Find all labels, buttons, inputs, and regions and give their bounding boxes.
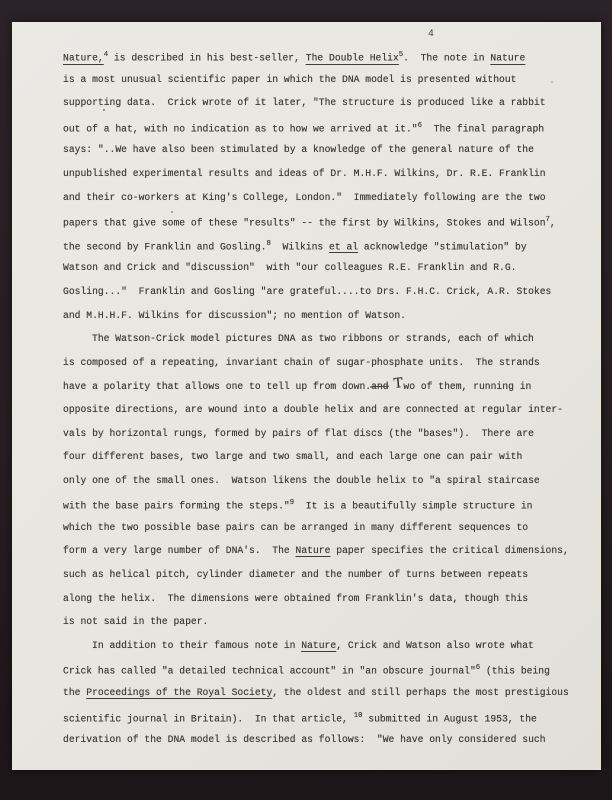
text-segment: is not said in the paper. bbox=[63, 616, 209, 628]
text-segment: is a most unusual scientific paper in which the DNA model is presented without bbox=[63, 73, 517, 85]
text-segment: et al bbox=[329, 241, 359, 253]
text-segment: form a very large number of DNA's. The bbox=[63, 545, 296, 557]
text-segment: unpublished experimental results and ideas of Dr. M.H.F. Wilkins, Dr. R.E. Franklin bbox=[63, 167, 546, 179]
text-segment: , Crick and Watson also wrote what bbox=[336, 639, 534, 651]
footnote-superscript: 9 bbox=[289, 499, 295, 508]
text-segment: and M.H.H.F. Wilkins for discussion"; no mention of Watson. bbox=[63, 309, 406, 321]
text-segment: The Double Helix bbox=[305, 52, 399, 64]
text-segment: have a polarity that allows one to tell up from down. bbox=[63, 381, 372, 393]
text-segment: the bbox=[63, 687, 87, 699]
text-segment: which the two possible base pairs can be arranged in many different sequences to bbox=[63, 521, 529, 533]
document-page bbox=[12, 22, 601, 770]
text-line bbox=[63, 374, 583, 398]
text-segment: is composed of a repeating, invariant chain of sugar-phosphate units. The strands bbox=[63, 356, 540, 368]
text-segment: scientific journal in Britain). In that article, bbox=[63, 713, 354, 725]
text-line bbox=[63, 351, 583, 375]
text-segment: supporting data. Crick wrote of it later, "The structure is produced like a rabbit bbox=[63, 97, 546, 109]
text-segment: only one of the small ones. Watson likens the double helix to "a spiral staircase bbox=[63, 474, 540, 486]
text-line bbox=[63, 256, 583, 280]
text-line bbox=[63, 657, 583, 681]
text-line bbox=[63, 587, 583, 611]
text-line bbox=[63, 209, 583, 233]
text-line bbox=[63, 516, 583, 540]
text-line bbox=[63, 68, 583, 92]
text-line bbox=[63, 162, 583, 186]
page-text bbox=[63, 44, 583, 752]
page-number: 4 bbox=[428, 28, 434, 39]
text-segment: along the helix. The dimensions were obtained from Franklin's data, though this bbox=[63, 592, 529, 604]
text-segment: acknowledge "stimulation" by bbox=[358, 241, 527, 253]
text-line bbox=[63, 469, 583, 493]
text-line bbox=[63, 728, 583, 752]
text-segment: wo of them, running in bbox=[403, 381, 532, 393]
text-line bbox=[63, 563, 583, 587]
handwritten-correction: T bbox=[393, 375, 404, 393]
text-segment: opposite directions, are wound into a double helix and are connected at regular inter- bbox=[63, 403, 563, 415]
footnote-superscript: 7 bbox=[545, 216, 550, 225]
text-segment: paper specifies the critical dimensions, bbox=[330, 545, 569, 557]
text-segment: four different bases, two large and two small, and each large one can pair with bbox=[63, 451, 523, 463]
text-segment: derivation of the DNA model is described as follows: "We have only considered such bbox=[63, 734, 546, 746]
text-line bbox=[63, 422, 583, 446]
text-segment: Gosling..." Franklin and Gosling "are grateful....to Drs. F.H.C. Crick, A.R. Stokes bbox=[63, 285, 552, 297]
text-segment: In addition to their famous note in bbox=[92, 639, 302, 651]
footnote-superscript: 8 bbox=[266, 239, 271, 248]
footnote-superscript: 5 bbox=[398, 51, 404, 59]
text-line bbox=[63, 280, 583, 304]
text-line bbox=[63, 304, 583, 328]
text-segment: submitted in August 1953, the bbox=[362, 713, 537, 725]
text-segment: The final paragraph bbox=[422, 123, 545, 135]
text-segment: is described in his best-seller, bbox=[108, 52, 306, 64]
text-segment: Proceedings of the Royal Society bbox=[86, 687, 273, 699]
text-line bbox=[63, 705, 583, 729]
text-segment: Nature bbox=[301, 639, 337, 651]
text-segment: and their co-workers at King's College, London." Immediately following are the two bbox=[63, 191, 546, 203]
struck-text: and bbox=[371, 381, 389, 393]
text-line bbox=[63, 610, 583, 634]
text-segment: (this being bbox=[480, 665, 550, 677]
text-segment: Wilkins bbox=[270, 241, 330, 253]
text-segment: papers that give some of these "results" -- the first by Wilkins, Stokes and Wilson bbox=[63, 217, 546, 229]
text-line bbox=[63, 115, 583, 139]
text-segment: Nature bbox=[295, 545, 331, 557]
text-segment: Nature, bbox=[63, 52, 104, 64]
text-segment: Watson and Crick and "discussion" with "our colleagues R.E. Franklin and R.G. bbox=[63, 262, 517, 274]
text-segment: Nature bbox=[490, 52, 526, 64]
text-line bbox=[63, 233, 583, 257]
footnote-superscript: 10 bbox=[353, 711, 363, 720]
text-segment: the second by Franklin and Gosling. bbox=[63, 241, 267, 253]
text-line bbox=[63, 91, 583, 115]
text-line bbox=[63, 327, 583, 351]
text-segment: , bbox=[549, 217, 556, 229]
text-line bbox=[63, 138, 583, 162]
text-segment: It is a beautifully simple structure in bbox=[294, 500, 533, 512]
text-line bbox=[63, 398, 583, 422]
text-segment: , the oldest and still perhaps the most prestigious bbox=[272, 687, 569, 699]
text-line bbox=[63, 492, 583, 516]
text-segment: The Watson-Crick model pictures DNA as two ribbons or strands, each of which bbox=[92, 333, 534, 345]
text-line bbox=[63, 681, 583, 705]
footnote-superscript: 6 bbox=[417, 121, 423, 130]
text-line bbox=[63, 445, 583, 469]
text-line bbox=[63, 44, 583, 68]
footnote-superscript: 4 bbox=[103, 51, 109, 59]
text-segment: Crick has called "a detailed technical account" in "an obscure journal" bbox=[63, 665, 476, 677]
text-segment: . The note in bbox=[403, 52, 491, 64]
text-segment: such as helical pitch, cylinder diameter and the number of turns between repeats bbox=[63, 569, 529, 581]
footnote-superscript: 6 bbox=[475, 664, 481, 673]
text-line bbox=[63, 539, 583, 563]
text-line bbox=[63, 634, 583, 658]
text-line bbox=[63, 186, 583, 210]
text-segment: says: "..We have also been stimulated by a knowledge of the general nature of the bbox=[63, 144, 534, 156]
text-segment: vals by horizontal rungs, formed by pairs of flat discs (the "bases"). There are bbox=[63, 427, 534, 439]
text-segment: with the base pairs forming the steps." bbox=[63, 500, 290, 512]
text-segment: out of a hat, with no indication as to how we arrived at it." bbox=[63, 123, 418, 135]
